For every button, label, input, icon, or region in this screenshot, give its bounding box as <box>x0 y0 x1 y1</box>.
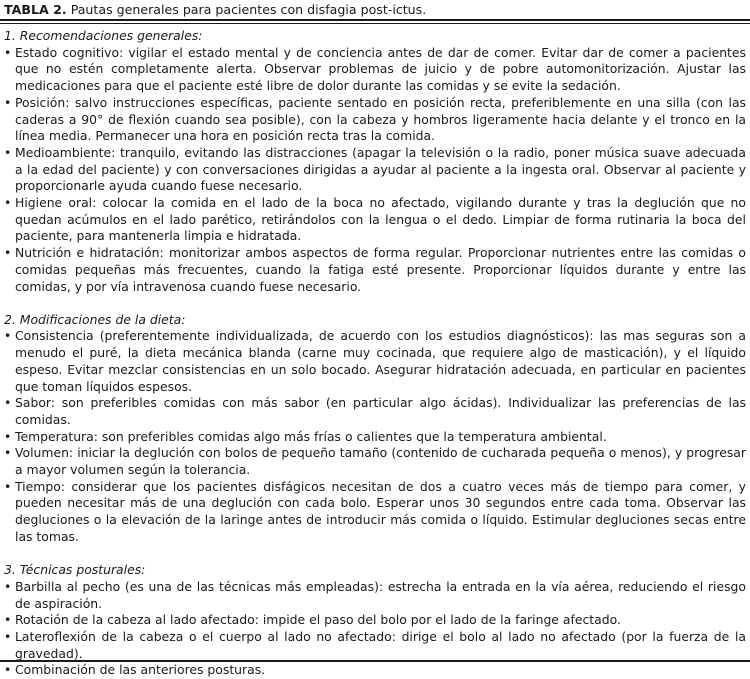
list-item: • Rotación de la cabeza al lado afectado: impide el paso del bolo por el lado de la faringe afectado. <box>4 612 746 629</box>
section-diet-modifications <box>4 312 746 546</box>
list-item: • Sabor: son preferibles comidas con más sabor (en particular algo ácidas). Individualizar las preferencias de las comidas. <box>4 395 746 428</box>
list-item: • Nutrición e hidratación: monitorizar ambos aspectos de forma regular. Proporcionar nutrientes entre las comidas o comidas pequeñas más frecuentes, cuando la fatiga esté presente. Proporcionar líquidos durante y entre las comidas, y por vía intravenosa cuando fuese necesario. <box>4 245 746 295</box>
list-item: • Combinación de las anteriores posturas. <box>4 662 746 679</box>
list-item: • Volumen: iniciar la deglución con bolos de pequeño tamaño (contenido de cucharada pequeña o menos), y progresar a mayor volumen según la tolerancia. <box>4 445 746 478</box>
section-heading: 2. Modificaciones de la dieta: <box>4 311 186 327</box>
section-general-recommendations <box>4 28 746 295</box>
list-item: • Posición: salvo instrucciones específicas, paciente sentado en posición recta, preferiblemente en una silla (con las caderas a 90° de flexión cuando sea posible), con la cabeza y hombros ligeramente hacia delante y el tronco en la línea media. Permanecer una hora en posición recta tras la comida. <box>4 95 746 145</box>
table-bottom-rule <box>0 660 750 662</box>
list-item: • Barbilla al pecho (es una de las técnicas más empleadas): estrecha la entrada en la vía aérea, reduciendo el riesgo de aspiración. <box>4 579 746 612</box>
list-item: • Tiempo: considerar que los pacientes disfágicos necesitan de dos a cuatro veces más de tiempo para comer, y pueden necesitar más de una deglución con cada bolo. Esperar unos 30 segundos entre cada toma. Observar las degluciones o la elevación de la laringe antes de introducir más comida o líquido. Estimular degluciones secas entre las tomas. <box>4 479 746 546</box>
table-label: TABLA 2. <box>4 2 67 17</box>
list-item: • Medioambiente: tranquilo, evitando las distracciones (apagar la televisión o la radio, poner música suave adecuada a la edad del paciente) y con conversaciones dirigidas a ayudar al paciente a la ingesta oral. Observar al paciente y proporcionarle ayuda cuando fuese necesario. <box>4 145 746 195</box>
list-item: • Temperatura: son preferibles comidas algo más frías o calientes que la temperatura ambiental. <box>4 429 746 446</box>
section-heading: 3. Técnicas posturales: <box>4 562 146 578</box>
list-item: • Estado cognitivo: vigilar el estado mental y de conciencia antes de dar de comer. Evitar dar de comer a pacientes que no estén completamente alerta. Observar problemas de juicio y de pobre automonitorización. Ajustar las medicaciones para que el paciente esté libre de dolor durante las comidas y se evite la sedación. <box>4 45 746 95</box>
table-title: Pautas generales para pacientes con disfagia post-ictus. <box>70 2 427 17</box>
section-heading: 1. Recomendaciones generales: <box>4 28 203 43</box>
table-body <box>0 24 750 679</box>
table-caption <box>0 0 750 19</box>
list-item: • Consistencia (preferentemente individualizada, de acuerdo con los estudios diagnósticos): las mas seguras son a menudo el puré, la dieta mecánica blanda (carne muy cocinada, que requiere algo de masticación), y el líquido espeso. Evitar mezclar consistencias en un solo bocado. Asegurar hidratación adecuada, en particular en pacientes que toman líquidos espesos. <box>4 328 746 395</box>
list-item: • Higiene oral: colocar la comida en el lado de la boca no afectado, vigilando durante y tras la deglución que no quedan acúmulos en el lado parético, retirándolos con la lengua o el dedo. Limpiar de forma rutinaria la boca del paciente, para mantenerla limpia e hidratada. <box>4 195 746 245</box>
list-item: • Lateroflexión de la cabeza o el cuerpo al lado no afectado: dirige el bolo al lado no afectado (por la fuerza de la gravedad). <box>4 629 746 662</box>
